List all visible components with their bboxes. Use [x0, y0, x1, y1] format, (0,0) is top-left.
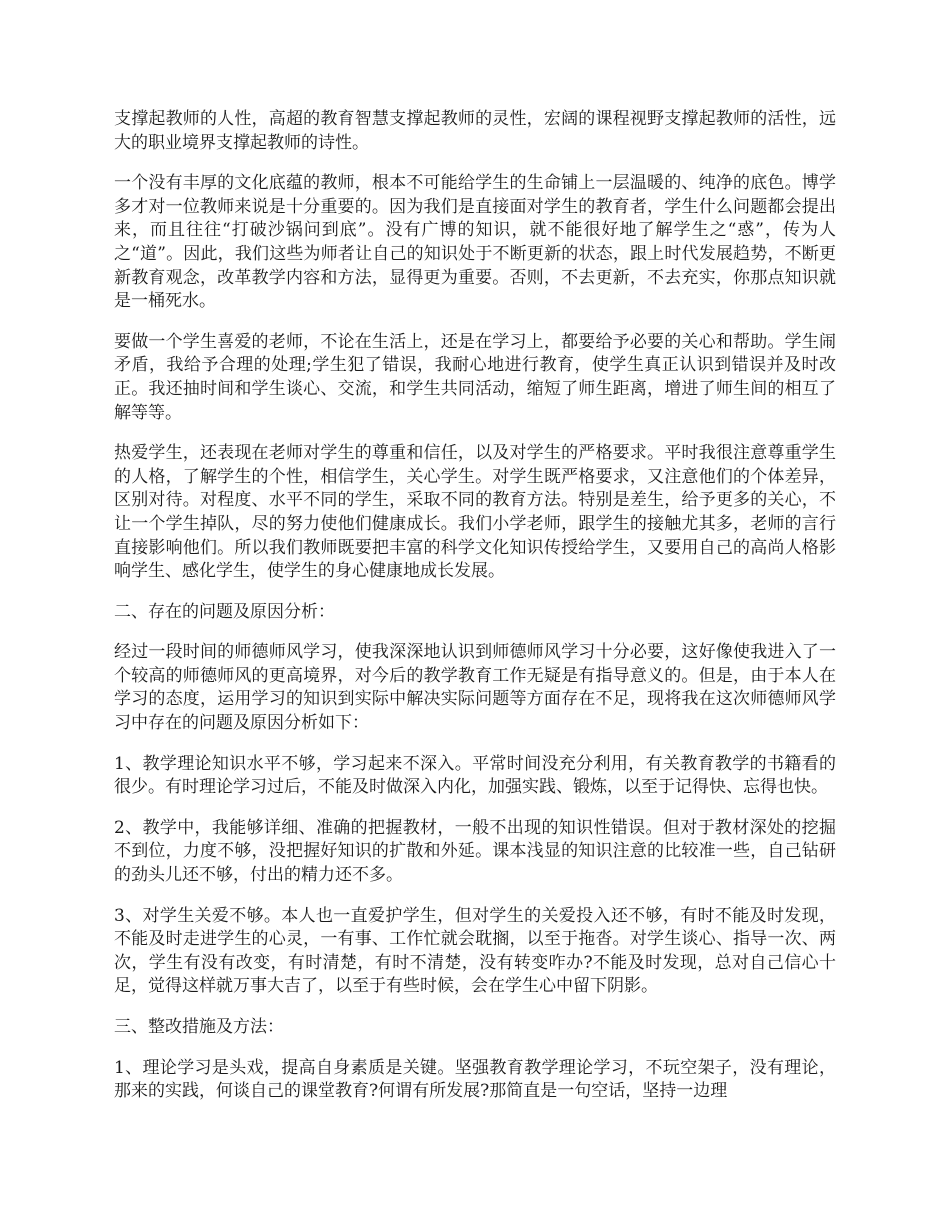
paragraph-care-for-students: 要做一个学生喜爱的老师，不论在生活上，还是在学习上，都要给予必要的关心和帮助。学生闹矛盾，我给予合理的处理;学生犯了错误，我耐心地进行教育，使学生真正认识到错误并及时改正。我还抽时间和学生谈心、交流，和学生共同活动，缩短了师生距离，增进了师生间的相互了解等等。 — [114, 331, 836, 423]
section-heading-problems: 二、存在的问题及原因分析： — [114, 601, 335, 622]
paragraph-measure-1: 1、理论学习是头戏，提高自身素质是关键。坚强教育教学理论学习，不玩空架子，没有理论，那来的实践，何谈自己的课堂教育?何谓有所发展?那简直是一句空话，坚持一边理 — [114, 1057, 836, 1102]
paragraph-problems-overview: 经过一段时间的师德师风学习，使我深深地认识到师德师风学习十分必要，这好像使我进入了一个较高的师德师风的更高境界，对今后的教学教育工作无疑是有指导意义的。但是，由于本人在学习的态度，运用学习的知识到实际中解决实际问题等方面存在不足，现将我在这次师德师风学习中存在的问题及原因分析如下： — [114, 642, 836, 734]
paragraph-cultural-knowledge: 一个没有丰厚的文化底蕴的教师，根本不可能给学生的生命铺上一层温暖的、纯净的底色。博学多才对一位教师来说是十分重要的。因为我们是直接面对学生的教育者，学生什么问题都会提出来，而且往往“打破沙锅问到底”。没有广博的知识，就不能很好地了解学生之“惑”，传为人之“道”。因此，我们这些为师者让自己的知识处于不断更新的状态，跟上时代发展趋势，不断更新教育观念，改革教学内容和方法，显得更为重要。否则，不去更新，不去充实，你那点知识就是一桶死水。 — [114, 173, 836, 312]
section-heading-measures: 三、整改措施及方法： — [114, 1017, 284, 1037]
paragraph-problem-3: 3、对学生关爱不够。本人也一直爱护学生，但对学生的关爱投入还不够，有时不能及时发现，不能及时走进学生的心灵，一有事、工作忙就会耽搁，以至于拖沓。对学生谈心、指导一次、两次，学生有没有改变，有时清楚，有时不清楚，没有转变咋办?不能及时发现，总对自己信心十足，觉得这样就万事大吉了，以至于有些时候，会在学生心中留下阴影。 — [114, 905, 836, 997]
document-body — [114, 108, 836, 1121]
paragraph-respect-and-trust: 热爱学生，还表现在老师对学生的尊重和信任，以及对学生的严格要求。平时我很注意尊重学生的人格，了解学生的个性，相信学生，关心学生。对学生既严格要求，又注意他们的个体差异，区别对待。对程度、水平不同的学生，采取不同的教育方法。特别是差生，给予更多的关心，不让一个学生掉队，尽的努力使他们健康成长。我们小学老师，跟学生的接触尤其多，老师的言行直接影响他们。所以我们教师既要把丰富的科学文化知识传授给学生，又要用自己的高尚人格影响学生、感化学生，使学生的身心健康地成长发展。 — [114, 443, 836, 582]
paragraph-intro-teacher-qualities: 支撑起教师的人性，高超的教育智慧支撑起教师的灵性，宏阔的课程视野支撑起教师的活性，远大的职业境界支撑起教师的诗性。 — [114, 109, 836, 153]
paragraph-problem-2: 2、教学中，我能够详细、准确的把握教材，一般不出现的知识性错误。但对于教材深处的挖掘不到位，力度不够，没把握好知识的扩散和外延。课本浅显的知识注意的比较准一些，自己钻研的劲头儿还不够，付出的精力还不多。 — [114, 817, 836, 886]
paragraph-problem-1: 1、教学理论知识水平不够，学习起来不深入。平常时间没充分利用，有关教育教学的书籍看的很少。有时理论学习过后，不能及时做深入内化，加强实践、锻炼，以至于记得快、忘得也快。 — [114, 753, 836, 798]
